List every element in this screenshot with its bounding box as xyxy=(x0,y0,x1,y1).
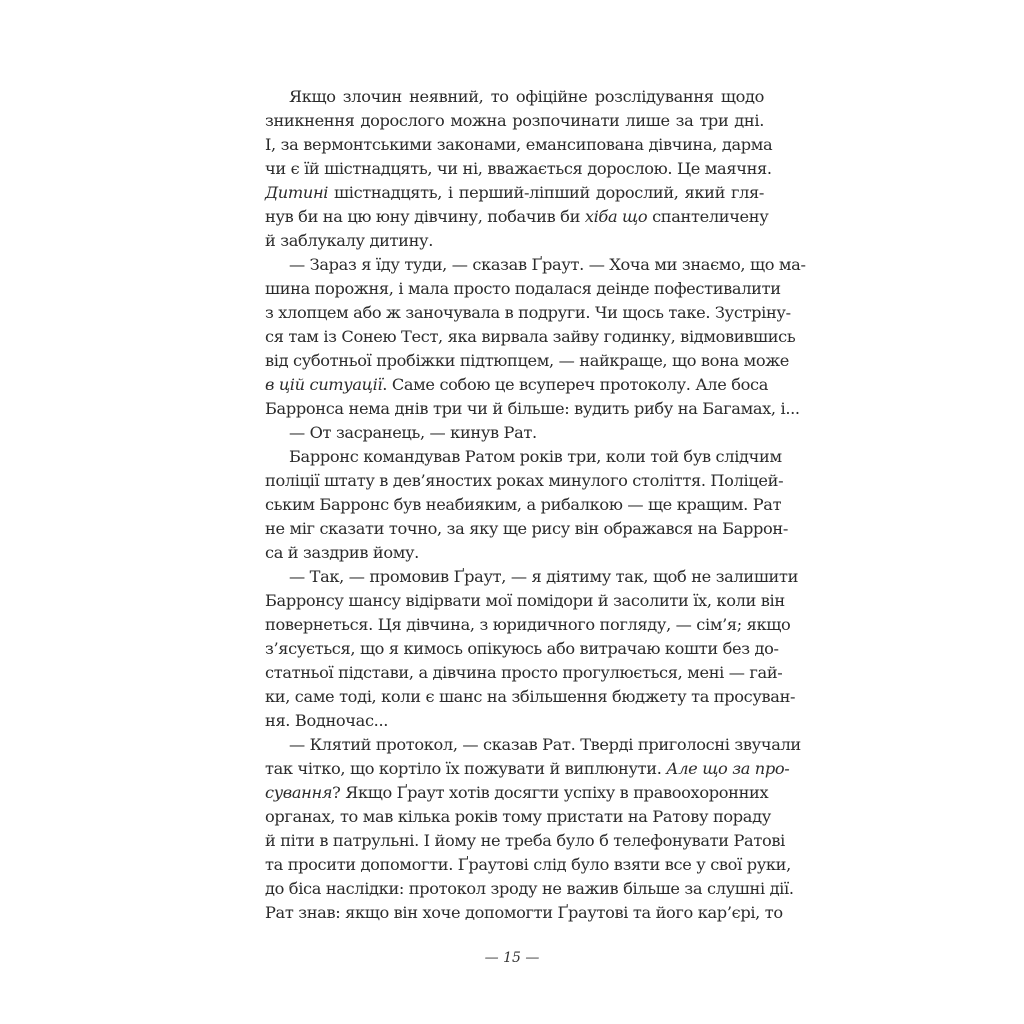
text-segment: не міг сказати точно, за яку ще рису він ображався на Баррон- xyxy=(265,519,788,538)
text-line xyxy=(265,829,785,853)
text-segment: та просити допомогти. Ґраутові слід було взяти все у свої руки, xyxy=(265,855,791,874)
text-line xyxy=(265,373,769,397)
text-line xyxy=(265,397,800,421)
text-line xyxy=(265,181,764,205)
text-line xyxy=(265,709,764,733)
text-segment: Барронс командував Ратом років три, коли той був слідчим xyxy=(289,447,782,466)
text-segment: са й заздрив йому. xyxy=(265,543,419,562)
text-segment: чи є їй шістнадцять, чи ні, вважається дорослою. Це маячня. xyxy=(265,159,772,178)
text-segment: І, за вермонтськими законами, емансипована дівчина, дарма xyxy=(265,135,773,154)
text-segment: від суботньої пробіжки підтюпцем, — найкраще, що вона може xyxy=(265,351,790,370)
text-line xyxy=(265,685,796,709)
text-line xyxy=(265,133,773,157)
text-line xyxy=(265,349,790,373)
text-segment: органах, то мав кілька років тому пристати на Ратову пораду xyxy=(265,807,771,826)
text-line xyxy=(265,109,764,133)
text-segment: — Так, — промовив Ґраут, — я діятиму так, щоб не залишити xyxy=(289,567,799,586)
text-line xyxy=(265,661,783,685)
text-segment: — От засранець, — кинув Рат. xyxy=(289,423,537,442)
text-line xyxy=(265,853,791,877)
text-line xyxy=(265,253,806,277)
text-segment: ня. Водночас... xyxy=(265,711,389,730)
text-segment: статньої підстави, а дівчина просто прогулюється, мені — гай- xyxy=(265,663,783,682)
text-segment: Якщо злочин неявний, то офіційне розслідування щодо xyxy=(289,87,764,106)
text-segment: поліції штату в дев’яностих роках минулого століття. Поліцей- xyxy=(265,471,784,490)
text-line xyxy=(265,445,782,469)
text-line xyxy=(265,637,779,661)
italic-text: Дитині xyxy=(265,183,329,202)
text-line xyxy=(265,301,791,325)
text-segment: ським Барронс був неабияким, а рибалкою — ще кращим. Рат xyxy=(265,495,782,514)
text-line xyxy=(265,805,771,829)
body-text xyxy=(265,85,806,925)
text-segment: до біса наслідки: протокол зроду не важив більше за слушні дії. xyxy=(265,879,794,898)
text-segment: ся там із Сонею Тест, яка вирвала зайву годинку, відмовившись xyxy=(265,327,796,346)
text-line xyxy=(265,589,785,613)
text-segment: шина порожня, і мала просто подалася деінде пофестивалити xyxy=(265,279,781,298)
text-line xyxy=(265,877,794,901)
text-line xyxy=(265,493,782,517)
page-number: — 15 — xyxy=(484,950,540,966)
text-segment: так чітко, що кортіло їх пожувати й виплюнути. xyxy=(265,759,667,778)
text-segment: спантеличену xyxy=(647,207,769,226)
text-segment: нув би на цю юну дівчину, побачив би xyxy=(265,207,585,226)
text-line xyxy=(265,325,796,349)
text-line xyxy=(265,541,764,565)
text-line xyxy=(265,157,772,181)
text-line xyxy=(265,733,801,757)
text-segment: з хлопцем або ж заночувала в подруги. Чи щось таке. Зустріну- xyxy=(265,303,791,322)
text-segment: . Саме собою це всупереч протоколу. Але боса xyxy=(382,375,769,394)
text-line xyxy=(265,757,790,781)
text-line xyxy=(265,901,783,925)
text-segment: зникнення дорослого можна розпочинати лише за три дні. xyxy=(265,111,764,130)
text-segment: повернеться. Ця дівчина, з юридичного погляду, — сім’я; якщо xyxy=(265,615,791,634)
text-line xyxy=(265,277,781,301)
text-segment: з’ясується, що я кимось опікуюсь або витрачаю кошти без до- xyxy=(265,639,779,658)
text-line xyxy=(265,565,799,589)
text-line xyxy=(265,229,764,253)
text-line xyxy=(265,781,769,805)
text-line xyxy=(265,469,784,493)
text-segment: шістнадцять, і перший-ліпший дорослий, який гля- xyxy=(328,183,764,202)
text-segment: — Клятий протокол, — сказав Рат. Тверді приголосні звучали xyxy=(289,735,801,754)
text-segment: Барронсу шансу відірвати мої помідори й засолити їх, коли він xyxy=(265,591,785,610)
italic-text: в цій ситуації xyxy=(265,375,383,394)
text-line xyxy=(265,613,791,637)
text-line xyxy=(265,517,788,541)
text-segment: й піти в патрульні. І йому не треба було б телефонувати Ратові xyxy=(265,831,785,850)
italic-text: сування xyxy=(265,783,333,802)
text-segment: — Зараз я їду туди, — сказав Ґраут. — Хоча ми знаємо, що ма- xyxy=(289,255,806,274)
text-segment: ? Якщо Ґраут хотів досягти успіху в правоохоронних xyxy=(332,783,769,802)
text-line xyxy=(265,421,764,445)
italic-text: Але що за про- xyxy=(666,759,790,778)
text-segment: й заблукалу дитину. xyxy=(265,231,433,250)
text-segment: Барронса нема днів три чи й більше: вудить рибу на Багамах, і... xyxy=(265,399,800,418)
text-segment: ки, саме тоді, коли є шанс на збільшення бюджету та просуван- xyxy=(265,687,796,706)
text-line xyxy=(265,205,769,229)
text-line xyxy=(265,85,764,109)
italic-text: хіба що xyxy=(584,207,648,226)
text-segment: Рат знав: якщо він хоче допомогти Ґраутові та його кар’єрі, то xyxy=(265,903,783,922)
